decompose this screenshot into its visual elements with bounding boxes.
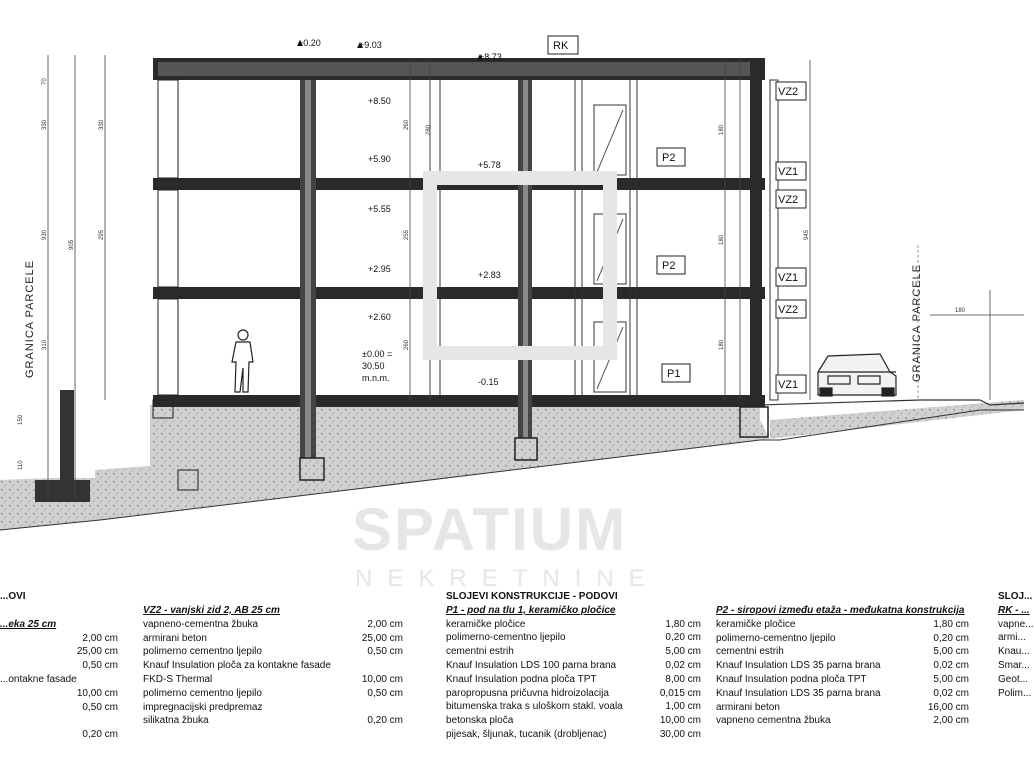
table-row: armirani beton 25,00 cm [143,632,403,644]
table-row: Knau... [998,646,1030,658]
dim-left-330: 330 [42,119,48,130]
table-row: keramičke pločice 1,80 cm [446,618,701,630]
col1-value: 0,50 cm [82,660,118,672]
table-row: armirani beton 16,00 cm [716,701,969,713]
tag-p2-lower: P2 [662,260,676,272]
table-row: Knauf Insulation LDS 35 parna brana 0,02 cm [716,687,969,699]
elevation-roof-edge: +0.20 [298,38,321,48]
table-row: silikatna žbuka 0,20 cm [143,715,403,727]
col1-title: ...OVI [0,591,26,602]
elevation-markers [297,38,502,387]
elevation-floor1-ceiling: +5.55 [368,204,391,214]
table-row: bitumenska traka s uloškom stakl. voala 1,00 cm [446,701,701,713]
table-row: impregnacijski predpremaz [143,701,263,713]
tag-vz1-upper: VZ1 [778,166,799,178]
col1-value: 25,00 cm [76,646,118,658]
col5-title: SLOJ... [998,591,1033,602]
dim-left-905: 905 [69,239,75,250]
dim-mid-260b: 260 [404,339,410,350]
dim-right-180b: 180 [719,234,725,245]
col1-value: 0,50 cm [82,701,118,713]
table-row: Knauf Insulation podna ploča TPT 8,00 cm [446,673,701,685]
table-row: Smar... [998,659,1030,671]
person-figure-icon [232,330,253,392]
col1-header: ...eka 25 cm [0,618,57,630]
dim-left-total: 930 [42,229,48,240]
watermark-subtitle: NEKRETNINE [355,565,660,592]
table-row: cementni estrih 5,00 cm [716,646,969,658]
table-row: keramičke pločice 1,80 cm [716,618,969,630]
dim-left-310: 310 [42,339,48,350]
table-row: polimerno-cementno ljepilo 0,20 cm [716,632,969,644]
tag-p2-upper: P2 [662,152,676,164]
col5-header: RK - ... [998,604,1030,616]
table-row: polimerno cementno ljepilo 0,50 cm [143,646,403,658]
material-layers-tables [0,590,1034,768]
elevation-floor2-ceiling: +8.50 [368,96,391,106]
elevation-ground-ceiling: +2.60 [368,312,391,322]
watermark-name: SPATIUM [352,496,628,563]
elevation-floor1-top: +2.95 [368,264,391,274]
elevation-ground-unit: m.n.m. [362,373,390,383]
table-row: polimerno cementno ljepilo 0,50 cm [143,687,403,699]
tag-rk: RK [553,40,569,52]
parcel-boundary-right: GRANICA PARCELE [911,263,923,382]
table-row: pijesak, šljunak, tucanik (drobljenac) 30,00 cm [446,728,701,740]
car-icon [818,354,896,396]
col1-name: ...ontakne fasade [0,673,77,685]
dim-left-70: 70 [42,78,48,85]
dim-right-180a: 180 [719,124,725,135]
tag-vz1-low: VZ1 [778,379,799,391]
tag-vz2-low: VZ2 [778,304,799,316]
elevation-floor2-slab: +5.78 [478,160,501,170]
dim-right-180-horizontal: 180 [955,308,966,314]
table-row: vapneno cementna žbuka 2,00 cm [716,715,969,727]
table-row: vapne... [998,618,1034,630]
col1-value: 0,20 cm [82,729,118,741]
dim-mid-260: 260 [404,119,410,130]
table-col5 [998,590,1034,700]
elevation-ground-value: 30.50 [362,361,385,371]
tag-vz2-top: VZ2 [778,86,799,98]
dim-left-inner-295: 295 [99,229,105,240]
table-row: Knauf Insulation ploča za kontakne fasade [143,660,331,672]
table-row: Geot... [998,673,1029,685]
elevation-floor2-top: +5.90 [368,154,391,164]
dim-left-150: 150 [18,414,24,425]
dim-mid-255: 255 [404,229,410,240]
table-row: paropropusna pričuvna hidroizolacija 0,015 cm [446,687,701,699]
col3-header: P1 - pod na tlu 1, keramičko pločice [446,604,616,616]
table-row: betonska ploča 10,00 cm [446,715,701,727]
dim-right-180c: 180 [719,339,725,350]
table-row: armi... [998,632,1026,644]
watermark-logo [352,178,660,592]
table-col4 [716,590,969,728]
dim-mid2-280: 280 [426,124,432,135]
col1-value: 10,00 cm [76,687,118,699]
tag-vz2-mid: VZ2 [778,194,799,206]
elevation-roof-top: +9.03 [359,40,382,50]
table-row: vapneno-cementna žbuka 2,00 cm [143,618,403,630]
dim-mid2-290: 290 [426,339,432,350]
table-row: FKD-S Thermal 10,00 cm [143,673,403,685]
col2-header: VZ2 - vanjski zid 2, AB 25 cm [143,605,280,616]
table-col1 [0,590,118,742]
table-row: Knauf Insulation LDS 35 parna brana 0,02 cm [716,660,969,672]
table-col2 [143,590,403,728]
elevation-floor1-slab: +2.83 [478,270,501,280]
dim-left-110: 110 [18,460,24,470]
construction-tags [548,36,806,393]
elevation-ground-level: ±0.00 = [362,349,393,359]
col4-header: P2 - siropovi između etaža - međukatna konstrukcija [716,605,965,616]
dim-mid2-295: 295 [426,229,432,240]
col3-title: SLOJEVI KONSTRUKCIJE - PODOVI [446,591,618,602]
table-row: cementni estrih 5,00 cm [446,646,701,658]
table-row: polimerno-cementno ljepilo 0,20 cm [446,632,701,644]
table-row: Knauf Insulation podna ploča TPT 5,00 cm [716,673,969,685]
elevation-basement: -0.15 [478,377,499,387]
col1-value: 2,00 cm [82,632,118,644]
table-col3 [446,590,701,742]
elevation-roof-slab: +8.73 [479,52,502,62]
tag-p1: P1 [667,368,681,380]
tag-vz1-mid: VZ1 [778,272,799,284]
table-row: Knauf Insulation LDS 100 parna brana 0,02 cm [446,659,701,671]
table-row: Polim... [998,687,1032,699]
dim-left-inner-330: 330 [99,119,105,130]
parcel-boundary-left: GRANICA PARCELE [24,259,36,378]
dim-right-total: 945 [804,229,810,240]
